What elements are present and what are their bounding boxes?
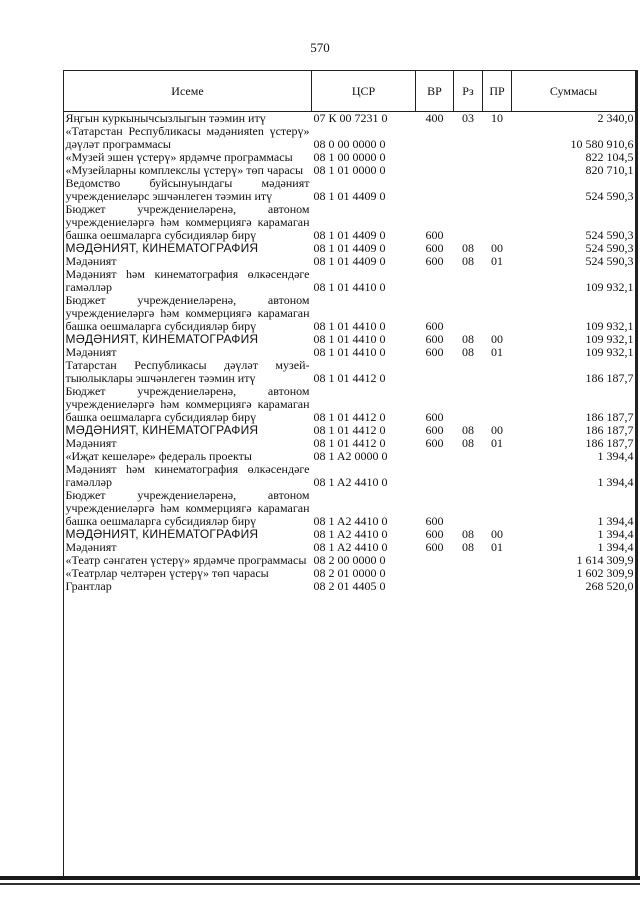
- cell-pr: [483, 580, 512, 593]
- cell-csr: 08 1 A2 4410 0: [313, 540, 388, 554]
- bottom-border-inner: [0, 883, 640, 885]
- cell-pr: 01: [491, 345, 503, 359]
- cell-pr: 00: [491, 241, 503, 255]
- cell-sum: 1 394,4: [597, 540, 634, 554]
- page-number: 570: [310, 40, 330, 55]
- cell-pr: [483, 203, 512, 242]
- cell-csr: 08 1 01 4410 0: [313, 280, 386, 294]
- cell-csr: 08 1 01 0000 0: [313, 163, 386, 177]
- cell-sum: 524 590,3: [585, 189, 634, 203]
- header-name: Исеме: [64, 71, 312, 112]
- cell-csr: 08 1 A2 4410 0: [313, 475, 388, 489]
- cell-vr: [416, 268, 454, 294]
- table-row: [64, 463, 636, 489]
- cell-pr: [483, 164, 512, 177]
- cell-pr: 01: [491, 436, 503, 450]
- cell-vr: 600: [425, 514, 444, 528]
- cell-sum: 109 932,1: [585, 319, 634, 333]
- cell-sum: 1 394,4: [597, 527, 634, 541]
- cell-sum: 109 932,1: [585, 332, 634, 346]
- cell-csr: 08 1 A2 0000 0: [313, 449, 388, 463]
- table-row: [64, 359, 636, 385]
- cell-vr: [416, 164, 454, 177]
- cell-csr: 08 2 01 0000 0: [313, 566, 386, 580]
- cell-rz: [454, 294, 483, 333]
- cell-rz: [454, 203, 483, 242]
- cell-vr: 600: [425, 436, 444, 450]
- cell-sum: 524 590,3: [585, 241, 634, 255]
- cell-name: Бюджет учреждениеләренә, автоном учреждениеләргә һәм коммерциягә карамаган башка оешмаларга субсидияләр бирү: [65, 202, 310, 242]
- cell-vr: 600: [425, 540, 444, 554]
- cell-name: «Театр сәнгатен үстерү» ярдәмче программасы: [65, 553, 307, 567]
- cell-pr: [483, 177, 512, 203]
- cell-pr: 00: [491, 423, 503, 437]
- cell-vr: 600: [425, 254, 444, 268]
- cell-vr: 600: [425, 332, 444, 346]
- cell-vr: [416, 151, 454, 164]
- cell-pr: [483, 359, 512, 385]
- cell-name: МӘДӘНИЯТ, КИНЕМАТОГРАФИЯ: [65, 527, 259, 541]
- cell-csr: 08 1 00 0000 0: [313, 150, 386, 164]
- cell-name: МӘДӘНИЯТ, КИНЕМАТОГРАФИЯ: [65, 423, 259, 437]
- cell-name: «Музей эшен үстерү» ярдәмче программасы: [65, 150, 293, 164]
- cell-name: Мәдәният: [65, 254, 117, 268]
- cell-name: Бюджет учреждениеләренә, автоном учреждениеләргә һәм коммерциягә карамаган башка оешмаларга субсидияләр бирү: [65, 384, 310, 424]
- cell-csr: 08 1 01 4412 0: [313, 423, 386, 437]
- cell-name: Грантлар: [65, 579, 112, 593]
- cell-name: «Театрлар челтәрен үстерү» төп чарасы: [65, 566, 269, 580]
- cell-sum: 822 104,5: [585, 150, 634, 164]
- cell-name: Яңгын куркынычсызлыгын тәэмин итү: [65, 111, 266, 125]
- cell-rz: [454, 554, 483, 567]
- table-row: [64, 385, 636, 424]
- cell-sum: 1 614 309,9: [576, 553, 634, 567]
- cell-pr: [483, 567, 512, 580]
- cell-csr: 08 1 A2 4410 0: [313, 527, 388, 541]
- table-row: [64, 580, 636, 593]
- cell-csr: 08 1 01 4412 0: [313, 371, 386, 385]
- cell-vr: 600: [425, 527, 444, 541]
- cell-sum: 1 394,4: [597, 475, 634, 489]
- cell-rz: [454, 450, 483, 463]
- cell-rz: 08: [462, 241, 474, 255]
- cell-pr: [483, 268, 512, 294]
- cell-rz: [454, 580, 483, 593]
- cell-rz: 08: [462, 345, 474, 359]
- cell-rz: 08: [462, 540, 474, 554]
- cell-csr: 08 1 01 4412 0: [313, 410, 386, 424]
- cell-sum: 109 932,1: [585, 280, 634, 294]
- cell-name: Мәдәният: [65, 436, 117, 450]
- cell-csr: 08 0 00 0000 0: [313, 137, 386, 151]
- cell-vr: [416, 177, 454, 203]
- header-rz: Рз: [454, 71, 483, 112]
- cell-pr: [483, 489, 512, 528]
- cell-sum: 524 590,3: [585, 254, 634, 268]
- cell-rz: [454, 151, 483, 164]
- cell-name: МӘДӘНИЯТ, КИНЕМАТОГРАФИЯ: [65, 241, 259, 255]
- cell-vr: 600: [425, 241, 444, 255]
- cell-name: Бюджет учреждениеләренә, автоном учреждениеләргә һәм коммерциягә карамаган башка оешмаларга субсидияләр бирү: [65, 293, 310, 333]
- cell-sum: 186 187,7: [585, 410, 634, 424]
- header-sum: Суммасы: [512, 71, 636, 112]
- cell-pr: 10: [491, 111, 503, 125]
- budget-table: [63, 70, 636, 593]
- cell-rz: 08: [462, 332, 474, 346]
- cell-csr: 08 1 01 4409 0: [313, 254, 386, 268]
- cell-csr: 08 1 01 4409 0: [313, 228, 386, 242]
- cell-sum: 524 590,3: [585, 228, 634, 242]
- cell-name: МӘДӘНИЯТ, КИНЕМАТОГРАФИЯ: [65, 332, 259, 346]
- cell-pr: [483, 125, 512, 151]
- cell-name: Бюджет учреждениеләренә, автоном учреждениеләргә һәм коммерциягә карамаган башка оешмаларга субсидияләр бирү: [65, 488, 310, 528]
- cell-pr: 00: [491, 332, 503, 346]
- cell-name: Мәдәният: [65, 345, 117, 359]
- cell-sum: 186 187,7: [585, 436, 634, 450]
- cell-sum: 186 187,7: [585, 423, 634, 437]
- cell-rz: 08: [462, 527, 474, 541]
- cell-pr: [483, 151, 512, 164]
- cell-sum: 1 394,4: [597, 449, 634, 463]
- cell-vr: 600: [425, 423, 444, 437]
- cell-name: Мәдәният: [65, 540, 117, 554]
- cell-csr: 08 1 01 4410 0: [313, 345, 386, 359]
- cell-name: «Музейларны комплекслы үстерү» төп чарасы: [65, 163, 304, 177]
- cell-sum: 186 187,7: [585, 371, 634, 385]
- cell-name: Ведомство буйсынуындагы мәдәният учреждениеләрс эшчәнлеген тәэмин итү: [65, 176, 310, 203]
- cell-vr: [416, 463, 454, 489]
- cell-pr: [483, 450, 512, 463]
- cell-sum: 10 580 910,6: [570, 137, 634, 151]
- cell-rz: 08: [462, 254, 474, 268]
- cell-name: Татарстан Республикасы дәүләт музей-тыюлыклары эшчәнлеген тәэмин итү: [65, 358, 310, 385]
- cell-vr: [416, 580, 454, 593]
- cell-sum: 2 340,0: [597, 111, 634, 125]
- cell-pr: [483, 463, 512, 489]
- cell-rz: [454, 268, 483, 294]
- header-csr: ЦСР: [312, 71, 416, 112]
- cell-pr: 01: [491, 540, 503, 554]
- cell-pr: 00: [491, 527, 503, 541]
- cell-csr: 08 2 00 0000 0: [313, 553, 386, 567]
- table-row: [64, 125, 636, 151]
- cell-csr: 08 1 01 4410 0: [313, 332, 386, 346]
- header-vr: ВР: [416, 71, 454, 112]
- cell-name: «Иҗат кешеләре» федераль проекты: [65, 449, 252, 463]
- cell-rz: [454, 164, 483, 177]
- cell-sum: 109 932,1: [585, 345, 634, 359]
- cell-rz: [454, 385, 483, 424]
- cell-rz: [454, 125, 483, 151]
- cell-name: Мәдәният һәм кинематография өлкәсендәге гамәлләр: [65, 462, 310, 489]
- cell-rz: [454, 567, 483, 580]
- cell-csr: 07 К 00 7231 0: [313, 111, 388, 125]
- cell-csr: 08 1 01 4412 0: [313, 436, 386, 450]
- cell-name: «Татарстан Республикасы мәдәнияten үстерү» дәүләт программасы: [65, 124, 310, 151]
- cell-rz: [454, 359, 483, 385]
- cell-rz: [454, 463, 483, 489]
- cell-sum: 268 520,0: [585, 579, 634, 593]
- cell-rz: 08: [462, 423, 474, 437]
- cell-rz: 08: [462, 436, 474, 450]
- cell-pr: [483, 385, 512, 424]
- cell-name: Мәдәният һәм кинематография өлкәсендәге гамәлләр: [65, 267, 310, 294]
- bottom-border: [0, 876, 640, 880]
- cell-pr: [483, 294, 512, 333]
- cell-vr: 400: [425, 111, 444, 125]
- cell-csr: 08 1 A2 4410 0: [313, 514, 388, 528]
- table-row: [64, 489, 636, 528]
- table-row: [64, 268, 636, 294]
- cell-rz: [454, 489, 483, 528]
- header-pr: ПР: [483, 71, 512, 112]
- cell-vr: [416, 554, 454, 567]
- cell-vr: [416, 450, 454, 463]
- table-row: [64, 294, 636, 333]
- cell-vr: [416, 359, 454, 385]
- cell-vr: 600: [425, 345, 444, 359]
- table-body: [64, 112, 636, 594]
- cell-pr: 01: [491, 254, 503, 268]
- table-row: [64, 177, 636, 203]
- cell-rz: 03: [462, 111, 474, 125]
- cell-csr: 08 1 01 4409 0: [313, 241, 386, 255]
- cell-vr: 600: [425, 319, 444, 333]
- cell-sum: 1 394,4: [597, 514, 634, 528]
- cell-csr: 08 2 01 4405 0: [313, 579, 386, 593]
- table-row: [64, 112, 636, 126]
- cell-rz: [454, 177, 483, 203]
- cell-vr: [416, 125, 454, 151]
- cell-vr: [416, 567, 454, 580]
- table-row: [64, 203, 636, 242]
- cell-pr: [483, 554, 512, 567]
- cell-csr: 08 1 01 4409 0: [313, 189, 386, 203]
- cell-sum: 1 602 309,9: [576, 566, 634, 580]
- cell-csr: 08 1 01 4410 0: [313, 319, 386, 333]
- cell-vr: 600: [425, 410, 444, 424]
- cell-sum: 820 710,1: [585, 163, 634, 177]
- cell-vr: 600: [425, 228, 444, 242]
- table-header-row: [64, 71, 636, 112]
